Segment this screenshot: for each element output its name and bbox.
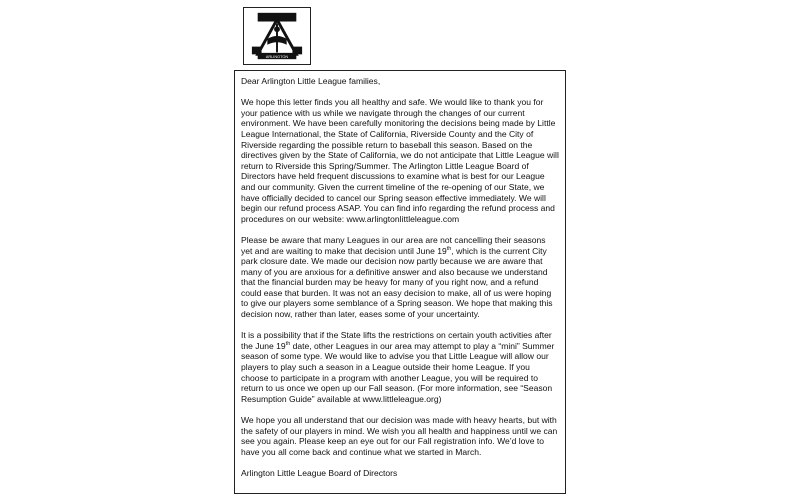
letter-document (234, 70, 566, 494)
logo-text: ARLINGTON (265, 55, 289, 60)
superscript: th (285, 341, 291, 347)
greeting: Dear Arlington Little League families, (241, 76, 381, 86)
paragraph-2-text: , which is the current City park closure date. We made our decision now partly because we are aware that many of you are anxious for a definitive answer and also because we understand that the financial burden may be heavy for many of you right now, and a refund could ease that burden. It was not an easy decision to make, all of us were hoping to give our players some semblance of a Spring season. We hope that making this decision now, rather than later, eases some of your uncertainty. (241, 245, 553, 320)
paragraph-3-text: date, other Leagues in our area may attempt to play a “mini” Summer season of some type. We would like to advise you that Little League will allow our players to play such a season in a League outside their home League. If you choose to participate in a program with another League, you will be required to return to us once we open up our Fall season. (For more information, see “Season Resumption Guide” available at www.littleleague.org) (241, 340, 555, 404)
paragraph-3 (241, 330, 559, 404)
paragraph-2-text: Please be aware that many Leagues in our area are not cancelling their seasons yet and are waiting to make that decision until June 19 (241, 234, 546, 256)
paragraph-1: We hope this letter finds you all healthy and safe. We would like to thank you for your patience with us while we navigate through the changes of our current environment. We have been carefully monitoring the decisions being made by Little League International, the State of California, Riverside County and the City of Riverside regarding the possible return to baseball this season. Based on the directives given by the State of California, we do not anticipate that Little League will return to Riverside this Spring/Summer. The Arlington Little League Board of Directors have held frequent discussions to examine what is best for our League and our community. Given the current timeline of the re-opening of our State, we have officially decided to cancel our Spring season effective immediately. We will begin our refund process ASAP. You can find info regarding the refund process and procedures on our website: www.arlingtonlittleleague.com (241, 97, 559, 224)
arlington-little-league-logo-icon (244, 8, 310, 64)
paragraph-2 (241, 235, 559, 320)
paragraph-3-text: It is a possibility that if the State lifts the restrictions on certain youth activities after the June 19 (241, 330, 552, 351)
signature: Arlington Little League Board of Directors (241, 467, 398, 478)
league-logo (243, 7, 311, 65)
paragraph-4: We hope you all understand that our decision was made with heavy hearts, but with the safety of our players in mind. We wish you all health and happiness until we can see you again. Please keep an eye out for our Fall registration info. We’d love to have you all come back and continue what we started in March. (241, 415, 558, 457)
superscript: th (446, 245, 452, 252)
